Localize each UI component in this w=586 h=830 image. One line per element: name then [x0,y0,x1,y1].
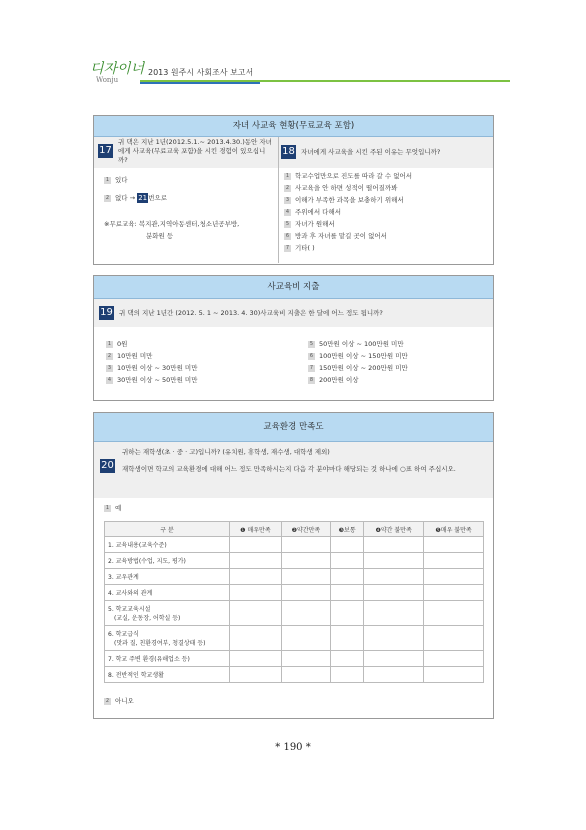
table-header-row [105,522,484,537]
q19-panel [94,299,493,327]
answer-cell[interactable] [281,667,330,683]
answer-cell[interactable] [230,601,282,626]
q17-note-2: 분화원 등 [146,232,174,240]
q18-option-7[interactable] [284,242,489,254]
section-title: 사교육비 지출 [94,276,493,299]
q20-option-yes[interactable] [104,502,121,514]
answer-cell[interactable] [331,553,364,569]
answer-cell[interactable] [331,667,364,683]
answer-cell[interactable] [424,569,484,585]
section-private-education [93,115,494,265]
answer-cell[interactable] [281,585,330,601]
table-row [105,569,484,585]
q18-option-2[interactable] [284,182,489,194]
q18-number: 18 [282,146,295,157]
q20-text-1: 귀하는 재학생(초 · 중 · 고)입니까? (유치원, 휴학생, 재수생, 대학생 제외) [122,448,330,456]
answer-cell[interactable] [281,553,330,569]
answer-cell[interactable] [331,537,364,553]
option-label: 0원 [117,340,128,348]
answer-cell[interactable] [230,667,282,683]
option-number: 1 [285,172,290,179]
q17-option-2[interactable] [104,192,167,204]
option-label: 있다 [115,176,128,184]
answer-cell[interactable] [331,585,364,601]
option-number: 1 [105,504,110,511]
table-header: ❹약간 불만족 [364,522,424,537]
answer-cell[interactable] [364,626,424,651]
row-label: 3. 교우관계 [105,569,230,585]
q18-option-4[interactable] [284,206,489,218]
report-title: 2013 원주시 사회조사 보고서 [148,68,254,77]
answer-cell[interactable] [230,553,282,569]
answer-cell[interactable] [230,569,282,585]
option-label: 200만원 이상 [319,376,359,384]
table-row [105,553,484,569]
q19-option-1[interactable] [106,338,198,350]
q20-text-2: 재학생이면 학교의 교육환경에 대해 어느 정도 만족하시는지 다음 각 분야마다 해당되는 것 하나에 ○표 하여 주십시오. [122,465,456,473]
header-rule-accent [140,82,260,84]
answer-cell[interactable] [331,626,364,651]
answer-cell[interactable] [230,651,282,667]
q18-option-3[interactable] [284,194,489,206]
wonju-logo [90,58,144,84]
answer-cell[interactable] [364,537,424,553]
option-label: 100만원 이상 ~ 150만원 미만 [319,352,408,360]
option-label: 아니오 [115,697,134,705]
q17-number: 17 [99,145,112,156]
table-row [105,537,484,553]
page-star-left: * [275,742,281,753]
page-number [0,742,586,753]
answer-cell[interactable] [230,537,282,553]
q17-text: 귀 댁은 지난 1년(2012.5.1.~ 2013.4.30.)동안 자녀에게 사교육(무료교육 포함)을 시킨 경험이 있으십니까? [118,138,272,164]
page-header [90,58,510,88]
option-number: 5 [309,340,314,347]
option-label: 이해가 부족한 과목을 보충하기 위해서 [295,196,404,204]
option-number: 1 [105,176,110,183]
logo-text: 디자이너 [90,61,145,77]
option-label: 사교육을 안 하면 성적이 떨어질까봐 [295,184,398,192]
answer-cell[interactable] [281,601,330,626]
option-label: 자녀가 원해서 [295,220,335,228]
answer-cell[interactable] [331,569,364,585]
table-header: 구 분 [105,522,230,537]
section-title: 자녀 사교육 현황(무료교육 포함) [94,116,493,137]
row-label: 1. 교육내용(교육수준) [105,537,230,553]
q19-options-left [106,338,198,386]
option-label: 기타( ) [295,244,315,252]
option-label: 주위에서 다해서 [295,208,342,216]
section-education-satisfaction [93,412,494,719]
answer-cell[interactable] [364,553,424,569]
option-number: 7 [309,364,314,371]
answer-cell[interactable] [424,553,484,569]
row-label: 2. 교육방법(수업, 지도, 평가) [105,553,230,569]
page-number-value: 190 [283,742,303,753]
row-label: 7. 학교 주변 환경(유해업소 등) [105,651,230,667]
option-number: 3 [285,196,290,203]
table-row [105,601,484,626]
q19-number: 19 [100,307,113,318]
option-label: 10만원 미만 [117,352,153,360]
option-number: 5 [285,220,290,227]
answer-cell[interactable] [424,537,484,553]
answer-cell[interactable] [364,601,424,626]
answer-cell[interactable] [281,651,330,667]
row-label-line1: 6. 학교급식 [108,631,139,638]
table-row [105,626,484,651]
option-number: 2 [105,194,110,201]
option-number: 3 [107,364,112,371]
option-label: 30만원 이상 ~ 50만원 미만 [117,376,198,384]
logo-sub: Wonju [96,76,119,84]
q18-option-5[interactable] [284,218,489,230]
q18-option-6[interactable] [284,230,489,242]
answer-cell[interactable] [364,569,424,585]
row-label [105,601,230,626]
option-number: 2 [285,184,290,191]
option-number: 6 [309,352,314,359]
table-row [105,585,484,601]
answer-cell[interactable] [331,651,364,667]
q19-option-6[interactable] [308,350,408,362]
q18-text: 자녀에게 사교육을 시킨 주된 이유는 무엇입니까? [301,148,441,156]
row-label [105,626,230,651]
answer-cell[interactable] [331,601,364,626]
satisfaction-table [104,521,484,683]
q17-panel [94,137,279,263]
row-label-line1: 5. 학교교육시설 [108,606,151,613]
q19-option-8[interactable] [308,374,408,386]
table-header: ❷약간만족 [281,522,330,537]
option-number: 7 [285,244,290,251]
option-label: 학교수업만으로 진도를 따라 갈 수 없어서 [295,172,413,180]
table-header: ❸보통 [331,522,364,537]
answer-cell[interactable] [281,537,330,553]
jump-question-number: 21 [138,194,148,202]
section-title: 교육환경 만족도 [94,413,493,442]
table-row [105,667,484,683]
answer-cell[interactable] [364,651,424,667]
answer-cell[interactable] [230,626,282,651]
option-number: 4 [285,208,290,215]
option-number: 6 [285,232,290,239]
table-row [105,651,484,667]
option-label: 없다 → [115,194,136,202]
q19-text: 귀 댁의 지난 1년간 (2012. 5. 1 ~ 2013. 4. 30)사교육비 지출은 한 달에 어느 정도 됩니까? [119,309,383,317]
answer-cell[interactable] [230,585,282,601]
option-label: 10만원 이상 ~ 30만원 미만 [117,364,198,372]
q20-option-no[interactable] [104,695,134,707]
q18-options [284,170,489,254]
answer-cell[interactable] [424,651,484,667]
option-number: 1 [107,340,112,347]
section-education-expense [93,275,494,401]
page-star-right: * [305,742,311,753]
option-label: 150만원 이상 ~ 200만원 미만 [319,364,408,372]
q19-option-5[interactable] [308,338,408,350]
option-label: 예 [115,504,122,512]
q19-option-3[interactable] [106,362,198,374]
table-header: ❶ 매우만족 [230,522,282,537]
row-label: 4. 교사와의 관계 [105,585,230,601]
table-header: ❺매우 불만족 [424,522,484,537]
q17-option-1[interactable] [104,174,128,186]
row-label-line2: (교실, 운동장, 어학실 등) [114,615,181,622]
q18-panel [279,137,493,168]
jump-suffix: 번으로 [148,194,167,202]
answer-cell[interactable] [281,626,330,651]
answer-cell[interactable] [424,667,484,683]
option-number: 2 [105,697,110,704]
answer-cell[interactable] [424,585,484,601]
q19-option-7[interactable] [308,362,408,374]
answer-cell[interactable] [364,585,424,601]
option-number: 4 [107,376,112,383]
q18-option-1[interactable] [284,170,489,182]
q19-option-4[interactable] [106,374,198,386]
option-label: 50만원 이상 ~ 100만원 미만 [319,340,404,348]
option-number: 2 [107,352,112,359]
q20-number: 20 [101,460,114,471]
q20-panel [94,442,493,498]
q17-options [94,168,278,263]
option-label: 방과 후 자녀를 맡길 곳이 없어서 [295,232,387,240]
answer-cell[interactable] [424,601,484,626]
answer-cell[interactable] [281,569,330,585]
option-number: 8 [309,376,314,383]
row-label: 8. 전반적인 학교생활 [105,667,230,683]
row-label-line2: (맛과 질, 친환경여부, 청결상태 등) [114,640,206,647]
q17-note: ※무료교육: 복지관,지역아동센터,청소년공부방, [104,220,240,228]
answer-cell[interactable] [424,626,484,651]
q19-options-right [308,338,408,386]
q19-option-2[interactable] [106,350,198,362]
answer-cell[interactable] [364,667,424,683]
